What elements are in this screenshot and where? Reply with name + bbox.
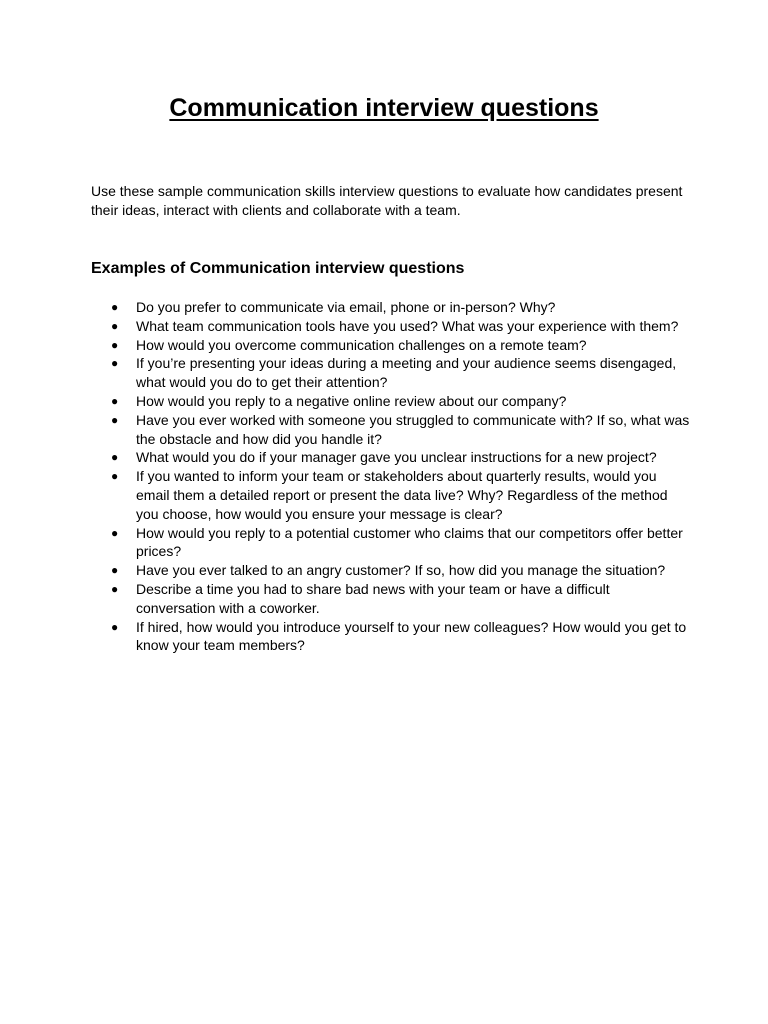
bullet-icon: ●: [111, 450, 119, 465]
question-text: If you’re presenting your ideas during a meeting and your audience seems disengaged, what would you do to get their attention?: [136, 355, 677, 391]
list-item: [91, 336, 691, 355]
question-list: [91, 298, 691, 655]
question-text: What team communication tools have you used? What was your experience with them?: [136, 317, 679, 334]
bullet-icon: ●: [111, 300, 119, 314]
question-text: How would you reply to a negative online review about our company?: [136, 392, 567, 409]
bullet-icon: ●: [111, 356, 119, 371]
question-text: How would you reply to a potential customer who claims that our competitors offer better prices?: [136, 524, 683, 560]
bullet-icon: ●: [111, 581, 119, 596]
list-item: [91, 561, 691, 580]
question-text: Have you ever worked with someone you struggled to communicate with? If so, what was the obstacle and how did you handle it?: [136, 411, 690, 447]
question-text: Have you ever talked to an angry customer? If so, how did you manage the situation?: [136, 562, 666, 579]
bullet-icon: ●: [111, 393, 119, 408]
question-text: What would you do if your manager gave you unclear instructions for a new project?: [136, 449, 657, 466]
bullet-icon: ●: [111, 619, 119, 634]
section-heading: Examples of Communication interview questions: [91, 260, 465, 277]
question-text: How would you overcome communication challenges on a remote team?: [136, 336, 587, 353]
page-title: Communication interview questions: [169, 94, 599, 122]
bullet-icon: ●: [111, 318, 119, 333]
list-item: [91, 392, 691, 411]
bullet-icon: ●: [111, 469, 119, 484]
bullet-icon: ●: [111, 563, 119, 578]
question-text: Do you prefer to communicate via email, phone or in-person? Why?: [136, 299, 556, 315]
list-item: [91, 524, 691, 562]
list-item: [91, 618, 691, 656]
list-item: [91, 448, 691, 467]
list-item: [91, 317, 691, 336]
bullet-icon: ●: [111, 337, 119, 352]
question-text: If hired, how would you introduce yourself to your new colleagues? How would you get to know your team members?: [136, 618, 687, 654]
question-text: If you wanted to inform your team or stakeholders about quarterly results, would you email them a detailed report or present the data live? Why? Regardless of the method you choose, how would you ensure your message is clear?: [136, 468, 668, 522]
list-item: [91, 467, 691, 523]
list-item: [91, 411, 691, 449]
list-item: [91, 298, 691, 317]
list-item: [91, 580, 691, 618]
question-text: Describe a time you had to share bad news with your team or have a difficult conversation with a coworker.: [136, 580, 610, 616]
intro-paragraph: Use these sample communication skills interview questions to evaluate how candidates present their ideas, interact with clients and collaborate with a team.: [91, 183, 683, 218]
list-item: [91, 354, 691, 392]
bullet-icon: ●: [111, 525, 119, 540]
bullet-icon: ●: [111, 412, 119, 427]
